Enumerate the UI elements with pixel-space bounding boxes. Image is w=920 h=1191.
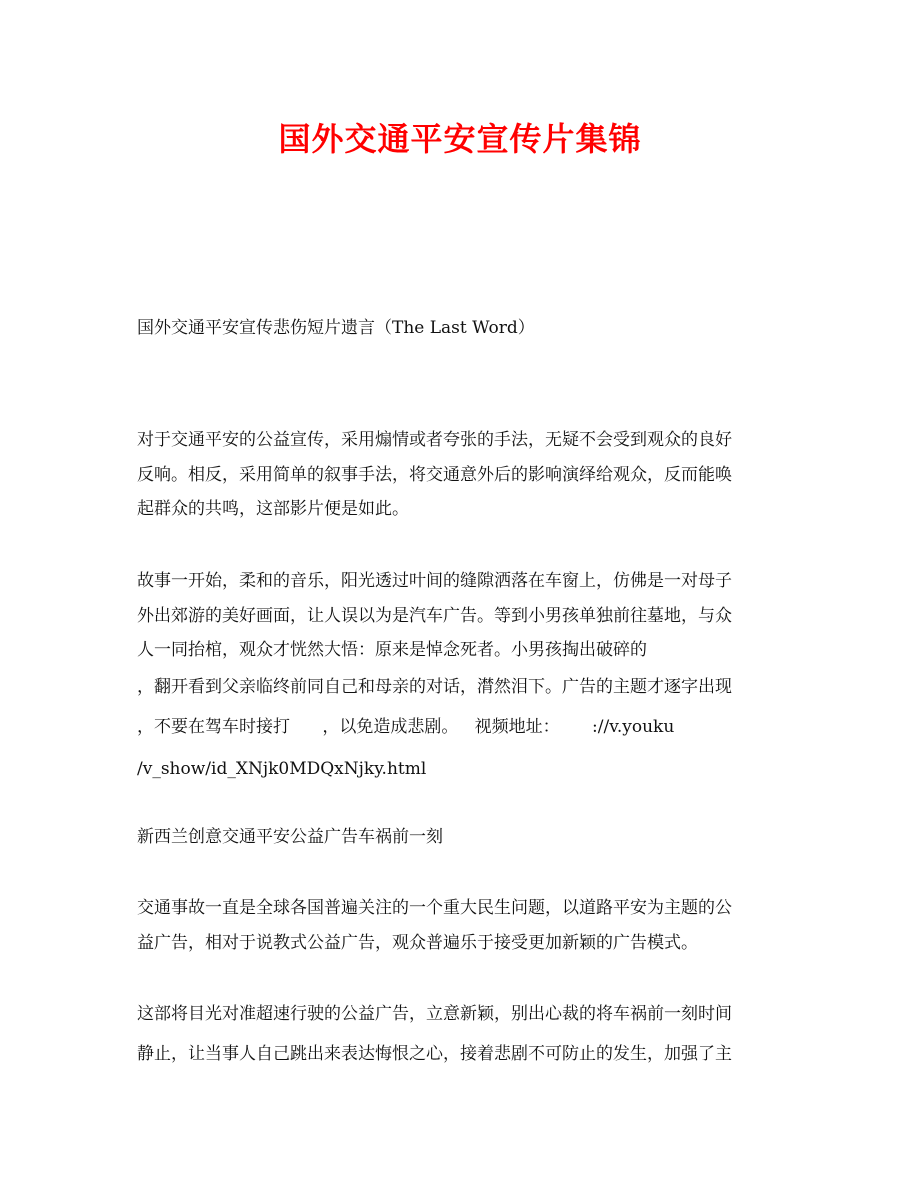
section1-p2-line6: /v_show/id_XNjk0MDQxNjky.html	[137, 759, 427, 779]
section2-p2-line2: 静止，让当事人自己跳出来表达悔恨之心，接着悲剧不可防止的发生，加强了主	[137, 1044, 732, 1064]
section1-p2-line2: 外出郊游的美好画面，让人误以为是汽车广告。等到小男孩单独前往墓地，与众	[137, 606, 732, 626]
section1-p1-line1: 对于交通平安的公益宣传，采用煽情或者夸张的手法，无疑不会受到观众的良好	[137, 430, 732, 450]
section2-heading: 新西兰创意交通平安公益广告车祸前一刻	[137, 827, 443, 847]
section2-p2-line1: 这部将目光对准超速行驶的公益广告，立意新颖，别出心裁的将车祸前一刻时间	[137, 1004, 732, 1024]
section2-p1-line1: 交通事故一直是全球各国普遍关注的一个重大民生问题，以道路平安为主题的公	[137, 898, 732, 918]
section1-p1-line2: 反响。相反，采用简单的叙事手法，将交通意外后的影响演绎给观众，反而能唤	[137, 465, 732, 485]
section1-p2-line4: ，翻开看到父亲临终前同自己和母亲的对话，潸然泪下。广告的主题才逐字出现	[137, 677, 732, 697]
section1-p2-line5: ，不要在驾车时接打 ，以免造成悲剧。 视频地址： ://v.youku	[137, 717, 675, 737]
section1-p2-line3: 人一同抬棺，观众才恍然大悟：原来是悼念死者。小男孩掏出破碎的	[137, 640, 647, 660]
section1-p2-line1: 故事一开始，柔和的音乐，阳光透过叶间的缝隙洒落在车窗上，仿佛是一对母子	[137, 571, 732, 591]
section1-heading: 国外交通平安宣传悲伤短片遗言（The Last Word）	[137, 318, 535, 338]
section2-p1-line2: 益广告，相对于说教式公益广告，观众普遍乐于接受更加新颖的广告模式。	[137, 933, 698, 953]
document-title: 国外交通平安宣传片集锦	[278, 120, 642, 158]
section1-p1-line3: 起群众的共鸣，这部影片便是如此。	[137, 499, 409, 519]
